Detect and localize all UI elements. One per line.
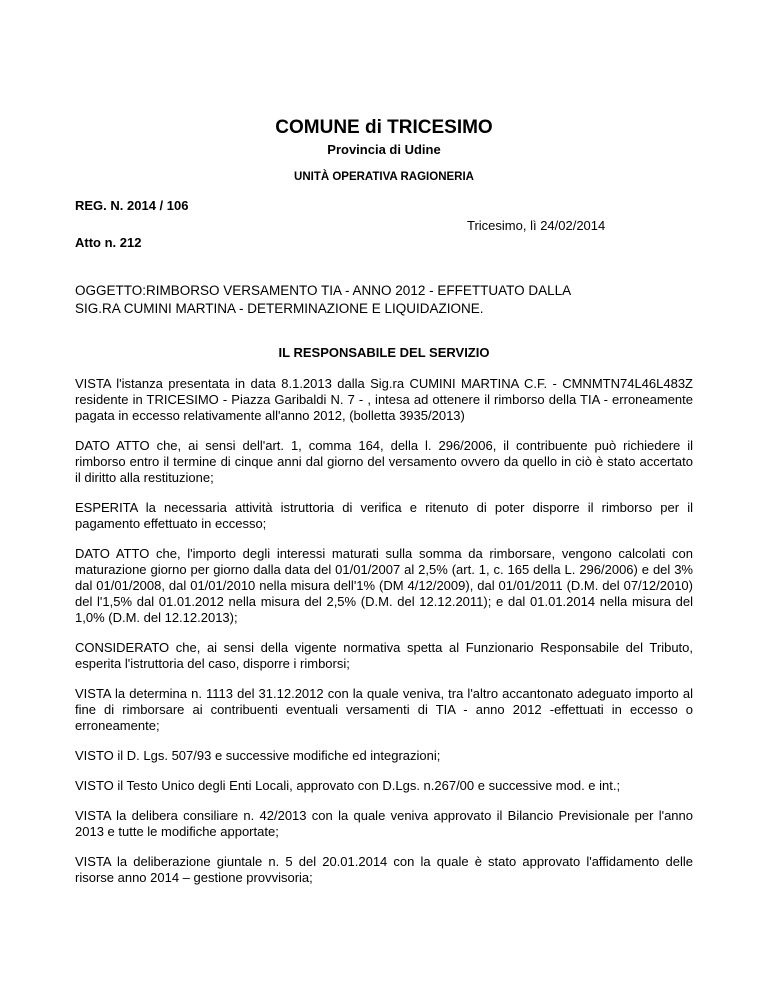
paragraph-considerato: CONSIDERATO che, ai sensi della vigente normativa spetta al Funzionario Responsabile del Tributo, esperita l'istruttoria del caso, disporre i rimborsi; [75,640,693,671]
subject-line-1: OGGETTO:RIMBORSO VERSAMENTO TIA - ANNO 2012 - EFFETTUATO DALLA [75,283,572,298]
paragraph-vista-istanza: VISTA l'istanza presentata in data 8.1.2013 dalla Sig.ra CUMINI MARTINA C.F. - CMNMTN74L46L483Z residente in TRICESIMO - Piazza Garibaldi N. 7 - , intesa ad ottenere il rimborso della TIA - erroneamente pagata in eccesso relativamente all'anno 2012, (bolletta 3935/2013) [75,376,693,423]
paragraph-visto-dlgs: VISTO il D. Lgs. 507/93 e successive modifiche ed integrazioni; [75,748,441,763]
operative-unit: UNITÀ OPERATIVA RAGIONERIA [294,171,474,183]
paragraph-visto-tuel: VISTO il Testo Unico degli Enti Locali, approvato con D.Lgs. n.267/00 e successive mod. e int.; [75,778,621,793]
place-date: Tricesimo, lì 24/02/2014 [467,218,606,233]
paragraph-vista-deliberazione: VISTA la deliberazione giuntale n. 5 del 20.01.2014 con la quale è stato approvato l'affidamento delle risorse anno 2014 – gestione provvisoria; [75,854,693,885]
subject-line-2: SIG.RA CUMINI MARTINA - DETERMINAZIONE E LIQUIDAZIONE. [75,301,484,316]
section-heading: IL RESPONSABILE DEL SERVIZIO [278,345,490,360]
paragraph-dato-atto-2: DATO ATTO che, l'importo degli interessi maturati sulla somma da rimborsare, vengono calcolati con maturazione giorno per giorno dalla data del 01/01/2007 al 2,5% (art. 1, c. 165 della L. 296/2006) e del 3% dal 01/01/2008, dal 01/01/2010 nella misura dell'1% (DM 4/12/2009), dal 01/01/2011 (D.M. del 07/12/2010) del l'1,5% dal 01.01.2012 nella misura del 2,5% (D.M. del 12.12.2011); e dal 01.01.2014 nella misura del 1,0% (D.M. del 12.12.2013); [75,546,693,625]
paragraph-dato-atto-1: DATO ATTO che, ai sensi dell'art. 1, comma 164, della l. 296/2006, il contribuente può richiedere il rimborso entro il termine di cinque anni dal giorno del versamento ovvero da quello in ciò è stato accertato il diritto alla restituzione; [75,438,693,485]
subject-block [75,282,695,318]
act-number: Atto n. 212 [75,235,142,250]
document-body [75,376,693,900]
paragraph-vista-determina: VISTA la determina n. 1113 del 31.12.2012 con la quale veniva, tra l'altro accantonato adeguato importo al fine di rimborsare ai contribuenti eventuali versamenti di TIA - anno 2012 -effettuati in eccesso o erroneamente; [75,686,693,733]
province-subtitle: Provincia di Udine [327,142,441,157]
registry-number: REG. N. 2014 / 106 [75,198,189,213]
municipality-title: COMUNE di TRICESIMO [275,117,493,138]
paragraph-vista-delibera: VISTA la delibera consiliare n. 42/2013 con la quale veniva approvato il Bilancio Previsionale per l'anno 2013 e tutte le modifiche apportate; [75,808,693,839]
paragraph-esperita: ESPERITA la necessaria attività istruttoria di verifica e ritenuto di poter disporre il rimborso per il pagamento effettuato in eccesso; [75,500,693,531]
